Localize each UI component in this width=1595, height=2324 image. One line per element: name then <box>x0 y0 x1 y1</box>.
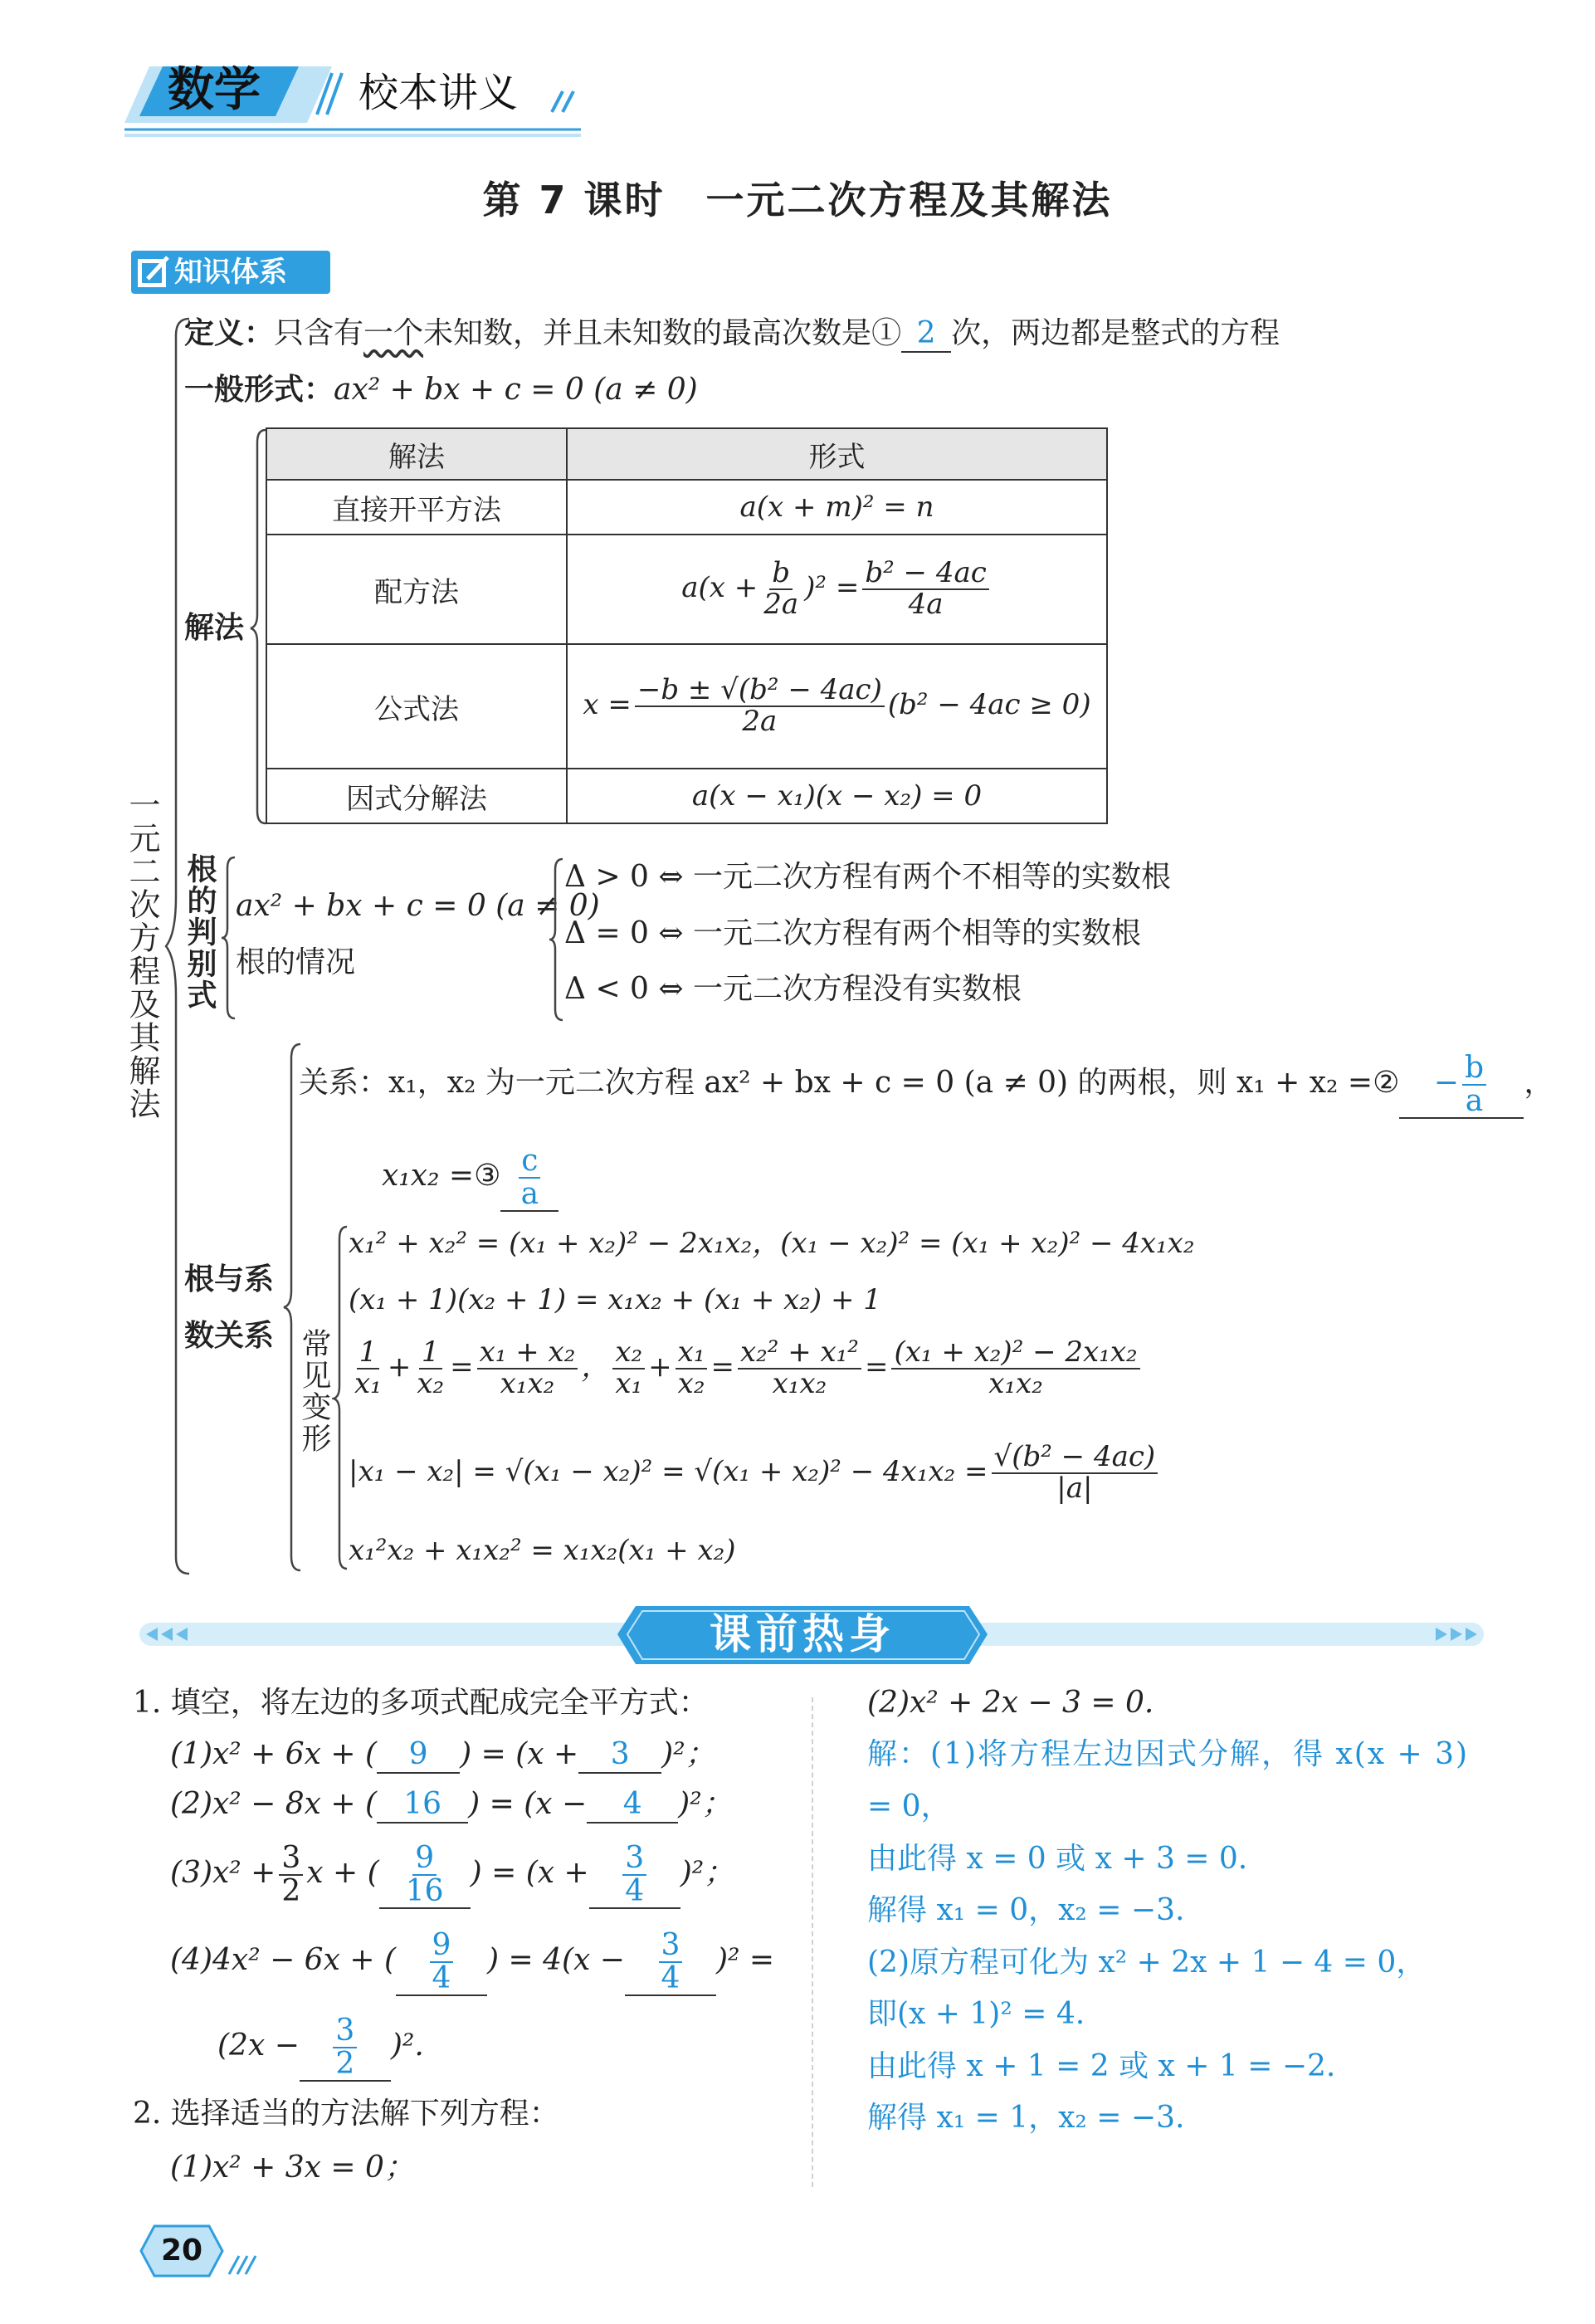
form-quadratic-cond: (b² − 4ac ≥ 0) <box>887 688 1091 721</box>
definition-text-d: 次，两边都是整式的方程 <box>951 316 1280 350</box>
q1p2-d: )²； <box>678 1787 732 1821</box>
methods-label: 解法 <box>184 611 245 645</box>
q1p3-frac-num: 3 <box>279 1843 303 1876</box>
definition-blank: 2 <box>901 315 951 353</box>
q1p4-d: )² = <box>715 1942 775 1977</box>
discriminant-case: Δ < 0 ⇔ 一元二次方程没有实数根 <box>564 972 1022 1006</box>
q1p4-e: (2x − <box>217 2028 300 2063</box>
solution-line: 由此得 x + 1 = 2 或 x + 1 = −2. <box>867 2049 1336 2083</box>
q1p2-blank-2: 4 <box>587 1786 678 1824</box>
discriminant-eq <box>236 888 600 924</box>
variant-4 <box>349 1440 1161 1505</box>
discriminant-label: 根的判别式 <box>183 853 217 1011</box>
definition-label: 定义： <box>184 316 275 350</box>
discriminant-case: Δ > 0 ⇔ 一元二次方程有两个不相等的实数根 <box>564 860 1172 894</box>
vieta-product <box>382 1145 558 1212</box>
form-cell <box>567 480 1107 535</box>
form-quadratic-lhs: x = <box>583 688 632 721</box>
solution-line: 解得 x₁ = 1，x₂ = −3. <box>867 2101 1185 2135</box>
q2p2-text: (2)x² + 2x − 3 = 0. <box>867 1686 1154 1720</box>
general-form-label: 一般形式： <box>184 373 334 407</box>
q2-part-1 <box>170 2150 414 2185</box>
cases-brace <box>548 857 566 1023</box>
q1p4-blank-2 <box>625 1930 716 1996</box>
table-row <box>266 769 1107 823</box>
vieta-product-lhs: x₁x₂ = <box>382 1158 475 1193</box>
variant-5 <box>349 1534 736 1568</box>
q1-part-3 <box>170 1843 734 1909</box>
vieta-brace <box>282 1042 304 1573</box>
form-complete-num: b <box>769 559 793 590</box>
table-header-form: 形式 <box>567 428 1107 480</box>
variant-4-den: |a| <box>1056 1471 1093 1505</box>
f3-eq: = <box>864 1350 889 1384</box>
form-factor: a(x − x₁)(x − x₂) = 0 <box>691 779 983 813</box>
table-row <box>266 480 1107 535</box>
q2p1-text: (1)x² + 3x = 0； <box>170 2151 414 2185</box>
form-quadratic-den: 2a <box>742 705 778 738</box>
q1p3-b: x + ( <box>306 1855 379 1890</box>
vieta-sum-num: b <box>1462 1052 1486 1086</box>
method-cell: 因式分解法 <box>266 769 567 823</box>
header-subtitle: 校本讲义 <box>359 70 519 116</box>
q1p3-c: ) = (x + <box>470 1855 589 1890</box>
q1p1-blank-1: 9 <box>377 1736 460 1774</box>
discriminant-brace <box>220 855 238 1021</box>
q1p4-b2-num: 3 <box>659 1930 683 1963</box>
variant-1-text: x₁² + x₂² = (x₁ + x₂)² − 2x₁x₂，(x₁ − x₂)² = (x₁ + x₂)² − 4x₁x₂ <box>349 1227 1195 1260</box>
vieta-sum-blank <box>1399 1052 1524 1119</box>
vieta-label-1: 根与系 <box>184 1262 275 1296</box>
f3-prod: x₁x₂ <box>500 1366 555 1400</box>
blank-marker-1: ① <box>871 316 902 350</box>
root-label: 一元二次方程及其解法 <box>124 788 160 1120</box>
q1p4-c: ) = 4(x − <box>487 1942 625 1977</box>
q1p2-blank-1: 16 <box>377 1786 468 1824</box>
q1-stem: 1. 填空，将左边的多项式配成完全平方式： <box>133 1686 709 1720</box>
variant-4-lhs: |x₁ − x₂| = √(x₁ − x₂)² = √(x₁ + x₂)² − 4x₁x₂ = <box>349 1454 988 1488</box>
q1p3-b1-den: 16 <box>405 1873 444 1908</box>
f3-plus: + <box>387 1350 412 1384</box>
definition-line <box>184 315 1280 353</box>
discriminant-case: Δ = 0 ⇔ 一元二次方程有两个相等的实数根 <box>564 916 1142 950</box>
form-complete-den: 2a <box>763 588 799 621</box>
f3-comma: ， <box>581 1350 610 1384</box>
f3-x1: x₁ <box>676 1338 708 1370</box>
variant-1 <box>349 1227 1195 1261</box>
solution-line: 即(x + 1)² = 4. <box>867 1997 1085 2031</box>
variant-2-text: (x₁ + 1)(x₂ + 1) = x₁x₂ + (x₁ + x₂) + 1 <box>349 1283 881 1316</box>
q1p1-d: )²； <box>661 1737 715 1771</box>
variant-3 <box>349 1335 1144 1400</box>
q1p2-a: (2)x² − 8x + ( <box>170 1787 378 1821</box>
q1p3-a: (3)x² + <box>170 1855 276 1890</box>
variant-5-text: x₁²x₂ + x₁x₂² = x₁x₂(x₁ + x₂) <box>349 1534 736 1567</box>
variants-brace <box>332 1224 350 1573</box>
page-number: 20 <box>160 2234 203 2268</box>
variant-2 <box>349 1283 881 1317</box>
f3-eq: = <box>710 1350 734 1384</box>
f3-eq: = <box>450 1350 474 1384</box>
warmup-banner <box>139 1598 1484 1672</box>
q1p4-f: )². <box>390 2028 424 2063</box>
vieta-product-blank <box>500 1145 558 1212</box>
q1p4-blank-3 <box>300 2015 391 2082</box>
vieta-sum-den: a <box>1465 1083 1484 1118</box>
form-complete-rhs-num: b² − 4ac <box>862 559 988 590</box>
f3-sum: x₁ + x₂ <box>477 1338 578 1370</box>
knowledge-badge-label: 知识体系 <box>174 256 287 289</box>
q1-part-1 <box>170 1736 715 1774</box>
form-complete-rhs-den: 4a <box>908 588 944 621</box>
general-form <box>184 372 698 408</box>
q1-part-4 <box>170 1930 774 1996</box>
f3-sqform: (x₁ + x₂)² − 2x₁x₂ <box>891 1338 1139 1370</box>
definition-text-a: 只含有 <box>274 316 364 350</box>
form-complete-a: a(x + <box>681 571 758 604</box>
variant-4-num: √(b² − 4ac) <box>992 1443 1158 1474</box>
f3-one: 1 <box>357 1338 380 1370</box>
table-row <box>266 535 1107 644</box>
discriminant-sub: 根的情况 <box>236 945 356 979</box>
f3-plus: + <box>648 1350 672 1384</box>
form-quadratic-num: −b ± √(b² − 4ac) <box>635 676 885 707</box>
method-cell: 配方法 <box>266 535 567 644</box>
q1p3-b2-num: 3 <box>622 1843 646 1876</box>
q1p4-b1-num: 9 <box>430 1930 454 1963</box>
form-cell <box>567 644 1107 769</box>
definition-text-c: 未知数，并且未知数的最高次数是 <box>423 316 872 350</box>
lesson-title: 第 7 课时 一元二次方程及其解法 <box>482 178 1113 222</box>
q1p4-b1-den: 4 <box>432 1960 451 1995</box>
solution-line: (2)原方程可化为 x² + 2x + 1 − 4 = 0， <box>867 1946 1427 1980</box>
f3-prod: x₁x₂ <box>772 1366 827 1400</box>
blank-marker-3: ③ <box>474 1158 501 1193</box>
q1p4-b2-den: 4 <box>661 1960 680 1995</box>
f3-one: 1 <box>419 1338 442 1370</box>
table-row <box>266 644 1107 769</box>
q1p1-a: (1)x² + 6x + ( <box>170 1737 378 1771</box>
q1-part-4-cont <box>217 2015 424 2082</box>
f3-x2: x₂ <box>612 1338 645 1370</box>
vieta-comma: ， <box>1524 1065 1554 1100</box>
vieta-relation-text: 关系：x₁，x₂ 为一元二次方程 ax² + bx + c = 0 (a ≠ 0) 的两根，则 x₁ + x₂ = <box>299 1065 1373 1100</box>
q1p1-blank-2: 3 <box>578 1736 661 1774</box>
column-divider <box>812 1697 813 2187</box>
solution-line: 由此得 x = 0 或 x + 3 = 0. <box>867 1842 1248 1876</box>
definition-emphasis: 一个 <box>363 316 424 350</box>
q1p4-b3-den: 2 <box>335 2046 355 2081</box>
form-complete-d: )² = <box>804 571 860 604</box>
blank-marker-2: ② <box>1373 1065 1400 1100</box>
solution-line: 解：(1)将方程左边因式分解，得 x(x + 3) <box>867 1737 1470 1771</box>
q1p3-frac-den: 2 <box>281 1873 301 1908</box>
f3-x2: x₂ <box>417 1366 445 1400</box>
method-cell: 公式法 <box>266 644 567 769</box>
q2-stem: 2. 选择适当的方法解下列方程： <box>133 2097 559 2131</box>
discriminant-eq-text: ax² + bx + c = 0 (a ≠ 0) <box>236 889 600 923</box>
table-header-method: 解法 <box>266 428 567 480</box>
common-variants-label: 常见变形 <box>297 1328 331 1454</box>
q1p1-c: ) = (x + <box>460 1737 579 1771</box>
q1p3-b1-num: 9 <box>412 1843 437 1876</box>
q1-part-2 <box>170 1786 732 1824</box>
general-form-formula: ax² + bx + c = 0 (a ≠ 0) <box>334 373 698 407</box>
q1p4-blank-1 <box>396 1930 487 1996</box>
solution-line: = 0， <box>867 1789 951 1824</box>
vieta-sum-sign: − <box>1433 1065 1459 1100</box>
vieta-relation <box>299 1052 1554 1119</box>
form-cell <box>567 535 1107 644</box>
f3-x1: x₁ <box>615 1366 643 1400</box>
f3-prod: x₁x₂ <box>988 1366 1043 1400</box>
vieta-product-num: c <box>519 1145 540 1179</box>
q1p3-d: )²； <box>680 1855 734 1890</box>
pencil-note-icon <box>136 254 173 290</box>
q2-part-2 <box>867 1685 1154 1721</box>
warmup-banner-label: 课前热身 <box>710 1610 895 1658</box>
header <box>124 58 589 137</box>
method-cell: 直接开平方法 <box>266 480 567 535</box>
f3-sqsum: x₂² + x₁² <box>738 1338 861 1370</box>
knowledge-badge <box>131 251 330 294</box>
form-cell <box>567 769 1107 823</box>
page-number-badge <box>133 2218 274 2284</box>
f3-x1: x₁ <box>354 1366 382 1400</box>
methods-table <box>266 427 1108 824</box>
q1p3-blank-1 <box>379 1843 471 1909</box>
f3-x2: x₂ <box>677 1366 705 1400</box>
q1p4-a: (4)4x² − 6x + ( <box>170 1942 396 1977</box>
q1p3-blank-2 <box>589 1843 680 1909</box>
solution-line: 解得 x₁ = 0，x₂ = −3. <box>867 1893 1185 1927</box>
header-brand: 数学 <box>168 63 261 117</box>
q1p3-b2-den: 4 <box>625 1873 645 1908</box>
vieta-product-den: a <box>520 1176 539 1211</box>
q1p4-b3-num: 3 <box>333 2015 357 2048</box>
vieta-label-2: 数关系 <box>184 1319 275 1353</box>
q1p2-c: ) = (x − <box>468 1787 588 1821</box>
form-direct: a(x + m)² = n <box>739 491 934 524</box>
